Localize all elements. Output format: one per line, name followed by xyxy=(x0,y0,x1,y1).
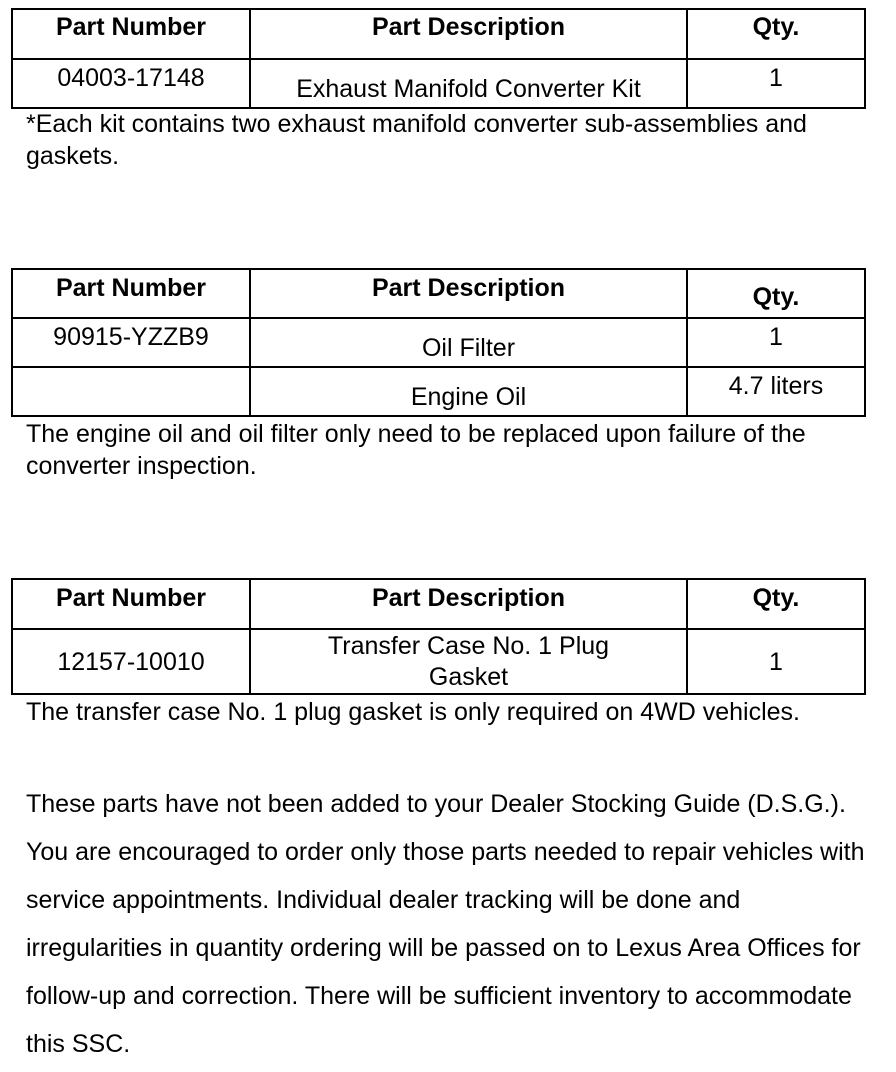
cell-part-description: Engine Oil xyxy=(250,367,687,416)
table-header-row xyxy=(12,9,865,59)
cell-part-description xyxy=(250,629,687,694)
cell-part-description-text: Transfer Case No. 1 Plug Gasket xyxy=(327,631,610,691)
header-qty: Qty. xyxy=(687,9,865,59)
header-qty: Qty. xyxy=(687,269,865,318)
cell-qty: 1 xyxy=(687,318,865,367)
table-header-row xyxy=(12,579,865,629)
cell-part-description: Exhaust Manifold Converter Kit xyxy=(250,59,687,108)
cell-part-number: 90915-YZZB9 xyxy=(12,318,250,367)
header-part-number: Part Number xyxy=(12,269,250,318)
header-qty: Qty. xyxy=(687,579,865,629)
table-row xyxy=(12,59,865,108)
table-row xyxy=(12,629,865,694)
header-part-description: Part Description xyxy=(250,269,687,318)
header-part-description: Part Description xyxy=(250,579,687,629)
table-note: *Each kit contains two exhaust manifold converter sub-assemblies and gaskets. xyxy=(26,110,807,170)
cell-part-number: 12157-10010 xyxy=(12,629,250,694)
stocking-paragraph: These parts have not been added to your Dealer Stocking Guide (D.S.G.). You are encouraged to order only those parts needed to repair vehicles with service appointments. Individual dealer tracking will be done and irregularities in quantity ordering will be passed on to Lexus Area Offices for follow-up and correction. There will be sufficient inventory to accommodate this SSC. xyxy=(26,790,865,1058)
cell-part-number: 04003-17148 xyxy=(12,59,250,108)
header-part-description: Part Description xyxy=(250,9,687,59)
cell-qty: 4.7 liters xyxy=(687,367,865,416)
table-row xyxy=(12,367,865,416)
header-part-number: Part Number xyxy=(12,9,250,59)
table-note: The transfer case No. 1 plug gasket is only required on 4WD vehicles. xyxy=(26,698,800,726)
parts-table-oil xyxy=(11,268,866,417)
table-row xyxy=(12,318,865,367)
table-note: The engine oil and oil filter only need to be replaced upon failure of the converter inspection. xyxy=(26,420,806,480)
cell-part-number xyxy=(12,367,250,416)
table-header-row xyxy=(12,269,865,318)
parts-table-exhaust xyxy=(11,8,866,109)
header-part-number: Part Number xyxy=(12,579,250,629)
cell-part-description: Oil Filter xyxy=(250,318,687,367)
cell-qty: 1 xyxy=(687,59,865,108)
cell-qty: 1 xyxy=(687,629,865,694)
parts-table-transfer-case xyxy=(11,578,866,695)
